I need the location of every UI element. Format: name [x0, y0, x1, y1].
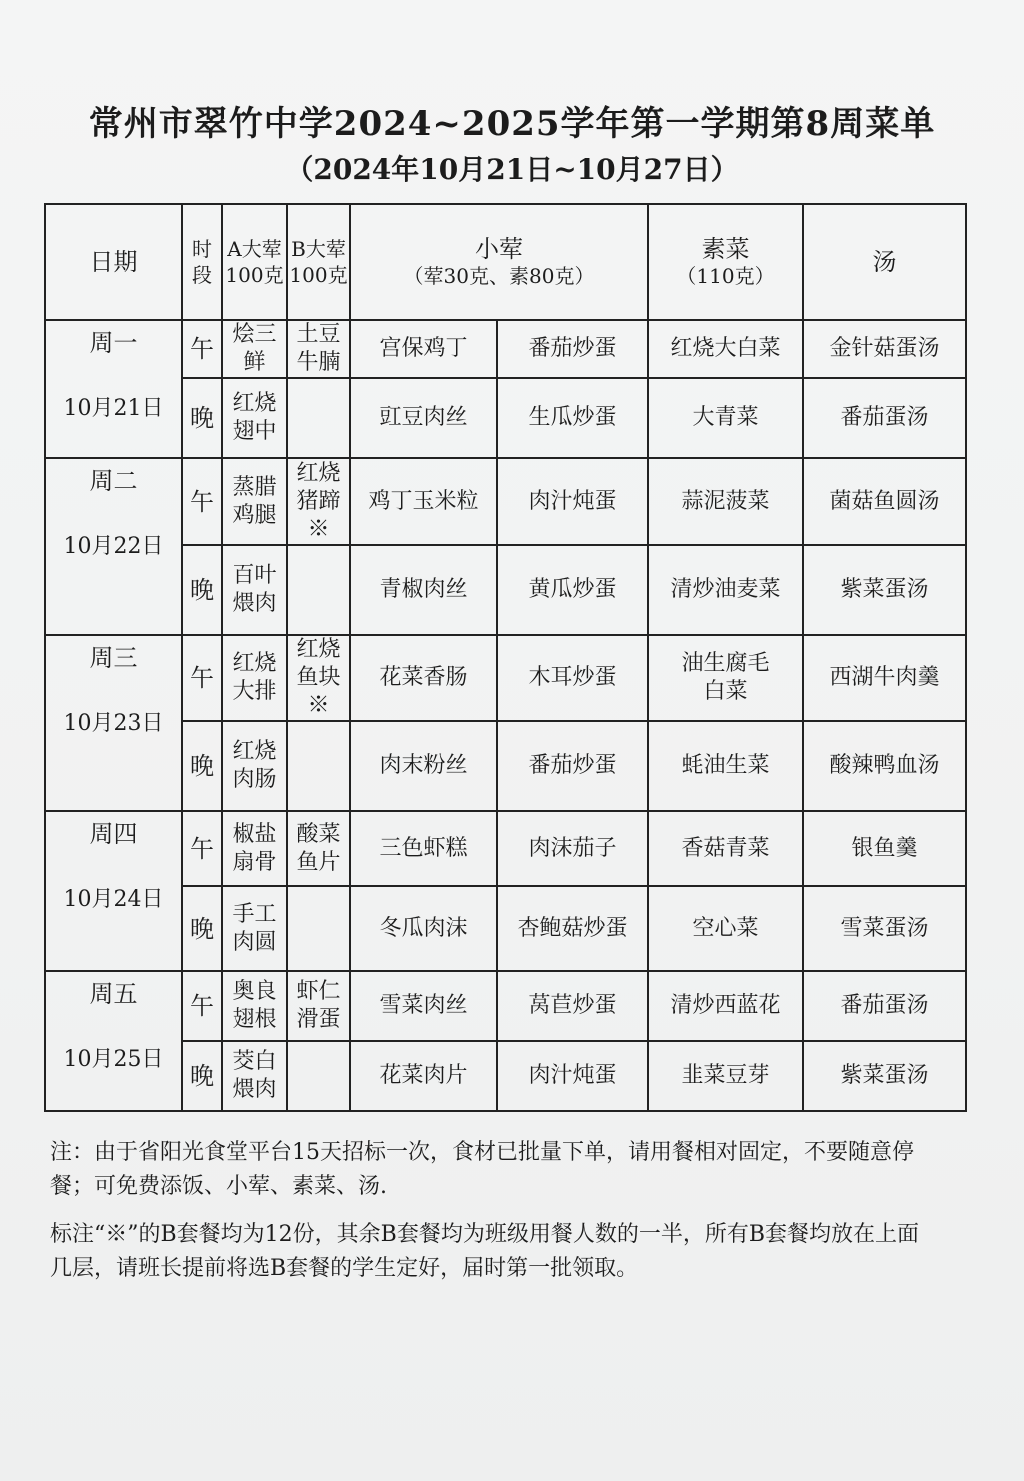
- table-row: [45, 545, 966, 635]
- b-main-cell: [287, 886, 350, 971]
- small-meat-2-cell: 肉汁炖蛋: [497, 1041, 648, 1111]
- header-veg-label: 素菜: [701, 235, 750, 263]
- table-row: [45, 320, 966, 378]
- small-meat-1-cell: 三色虾糕: [350, 811, 497, 886]
- header-date: 日期: [45, 204, 182, 320]
- slot-cell: 晚: [182, 545, 222, 635]
- header-small-meat: [350, 204, 648, 320]
- day-cell: [45, 458, 182, 635]
- a-main-cell: 手工肉圆: [222, 886, 287, 971]
- b-main-cell: [287, 1041, 350, 1111]
- a-main-cell: 奥良翅根: [222, 971, 287, 1041]
- day-cell: [45, 811, 182, 971]
- small-meat-2-cell: 肉汁炖蛋: [497, 458, 648, 545]
- small-meat-1-cell: 雪菜肉丝: [350, 971, 497, 1041]
- veg-cell: 香菇青菜: [648, 811, 803, 886]
- small-meat-2-cell: 番茄炒蛋: [497, 721, 648, 811]
- a-main-cell: 百叶煨肉: [222, 545, 287, 635]
- weekday-label: 周四: [89, 820, 138, 848]
- small-meat-1-cell: 豇豆肉丝: [350, 378, 497, 458]
- day-cell: [45, 971, 182, 1111]
- table-header-row: [45, 204, 966, 320]
- veg-cell: 清炒西蓝花: [648, 971, 803, 1041]
- a-main-cell: 烩三鲜: [222, 320, 287, 378]
- table-row: [45, 721, 966, 811]
- a-main-cell: 红烧翅中: [222, 378, 287, 458]
- day-cell: [45, 635, 182, 811]
- b-main-cell: [287, 378, 350, 458]
- slot-cell: 晚: [182, 721, 222, 811]
- soup-cell: 紫菜蛋汤: [803, 1041, 966, 1111]
- small-meat-1-cell: 青椒肉丝: [350, 545, 497, 635]
- veg-cell: 清炒油麦菜: [648, 545, 803, 635]
- table-row: [45, 886, 966, 971]
- small-meat-2-cell: 番茄炒蛋: [497, 320, 648, 378]
- b-main-cell: 红烧鱼块※: [287, 635, 350, 721]
- slot-cell: 晚: [182, 886, 222, 971]
- veg-cell: 红烧大白菜: [648, 320, 803, 378]
- small-meat-2-cell: 莴苣炒蛋: [497, 971, 648, 1041]
- header-slot: 时段: [182, 204, 222, 320]
- header-small-meat-label: 小荤: [475, 235, 523, 263]
- a-main-cell: 椒盐扇骨: [222, 811, 287, 886]
- small-meat-1-cell: 花菜肉片: [350, 1041, 497, 1111]
- soup-cell: 番茄蛋汤: [803, 378, 966, 458]
- veg-cell: 蚝油生菜: [648, 721, 803, 811]
- header-small-meat-note: （荤30克、素80克）: [403, 264, 595, 288]
- menu-table: [44, 203, 967, 1112]
- small-meat-1-cell: 肉末粉丝: [350, 721, 497, 811]
- date-label: 10月21日: [63, 396, 164, 421]
- soup-cell: 雪菜蛋汤: [803, 886, 966, 971]
- small-meat-1-cell: 花菜香肠: [350, 635, 497, 721]
- weekday-label: 周二: [89, 467, 138, 495]
- b-main-cell: [287, 721, 350, 811]
- soup-cell: 菌菇鱼圆汤: [803, 458, 966, 545]
- note-2: 标注“※”的B套餐均为12份，其余B套餐均为班级用餐人数的一半，所有B套餐均放在上面几层，请班长提前将选B套餐的学生定好，届时第一批领取。: [50, 1222, 919, 1281]
- table-row: [45, 635, 966, 721]
- table-row: [45, 971, 966, 1041]
- header-veg: [648, 204, 803, 320]
- b-main-cell: 酸菜鱼片: [287, 811, 350, 886]
- small-meat-2-cell: 黄瓜炒蛋: [497, 545, 648, 635]
- weekday-label: 周五: [89, 980, 138, 1008]
- b-main-cell: 虾仁滑蛋: [287, 971, 350, 1041]
- a-main-cell: 红烧肉肠: [222, 721, 287, 811]
- page-subtitle: （2024年10月21日~10月27日）: [285, 153, 739, 186]
- slot-cell: 午: [182, 320, 222, 378]
- weekday-label: 周一: [89, 329, 138, 357]
- veg-cell: 油生腐毛白菜: [648, 635, 803, 721]
- small-meat-1-cell: 冬瓜肉沫: [350, 886, 497, 971]
- small-meat-2-cell: 生瓜炒蛋: [497, 378, 648, 458]
- b-main-cell: 红烧猪蹄※: [287, 458, 350, 545]
- b-main-cell: 土豆牛腩: [287, 320, 350, 378]
- note-1: 注：由于省阳光食堂平台15天招标一次，食材已批量下单，请用餐相对固定，不要随意停餐；可免费添饭、小荤、素菜、汤.: [50, 1140, 914, 1199]
- slot-cell: 晚: [182, 1041, 222, 1111]
- page-title: 常州市翠竹中学2024~2025学年第一学期第8周菜单: [88, 104, 936, 144]
- soup-cell: 紫菜蛋汤: [803, 545, 966, 635]
- table-row: [45, 378, 966, 458]
- veg-cell: 韭菜豆芽: [648, 1041, 803, 1111]
- slot-cell: 午: [182, 458, 222, 545]
- date-label: 10月25日: [63, 1047, 164, 1072]
- a-main-cell: 蒸腊鸡腿: [222, 458, 287, 545]
- soup-cell: 银鱼羹: [803, 811, 966, 886]
- header-soup: 汤: [803, 204, 966, 320]
- table-row: [45, 1041, 966, 1111]
- small-meat-1-cell: 鸡丁玉米粒: [350, 458, 497, 545]
- small-meat-2-cell: 木耳炒蛋: [497, 635, 648, 721]
- a-main-cell: 红烧大排: [222, 635, 287, 721]
- slot-cell: 晚: [182, 378, 222, 458]
- table-row: [45, 811, 966, 886]
- header-veg-note: （110克）: [676, 264, 775, 288]
- slot-cell: 午: [182, 635, 222, 721]
- day-cell: [45, 320, 182, 458]
- a-main-cell: 茭白煨肉: [222, 1041, 287, 1111]
- header-b-main: B大荤100克: [287, 204, 350, 320]
- header-a-main: A大荤100克: [222, 204, 287, 320]
- table-row: [45, 458, 966, 545]
- date-label: 10月23日: [63, 711, 164, 736]
- soup-cell: 西湖牛肉羹: [803, 635, 966, 721]
- menu-body: [45, 320, 966, 1111]
- date-label: 10月24日: [63, 887, 164, 912]
- b-main-cell: [287, 545, 350, 635]
- veg-cell: 空心菜: [648, 886, 803, 971]
- date-label: 10月22日: [63, 534, 164, 559]
- small-meat-2-cell: 杏鲍菇炒蛋: [497, 886, 648, 971]
- soup-cell: 番茄蛋汤: [803, 971, 966, 1041]
- slot-cell: 午: [182, 971, 222, 1041]
- small-meat-1-cell: 宫保鸡丁: [350, 320, 497, 378]
- veg-cell: 蒜泥菠菜: [648, 458, 803, 545]
- slot-cell: 午: [182, 811, 222, 886]
- small-meat-2-cell: 肉沫茄子: [497, 811, 648, 886]
- soup-cell: 金针菇蛋汤: [803, 320, 966, 378]
- veg-cell: 大青菜: [648, 378, 803, 458]
- weekday-label: 周三: [89, 644, 138, 672]
- soup-cell: 酸辣鸭血汤: [803, 721, 966, 811]
